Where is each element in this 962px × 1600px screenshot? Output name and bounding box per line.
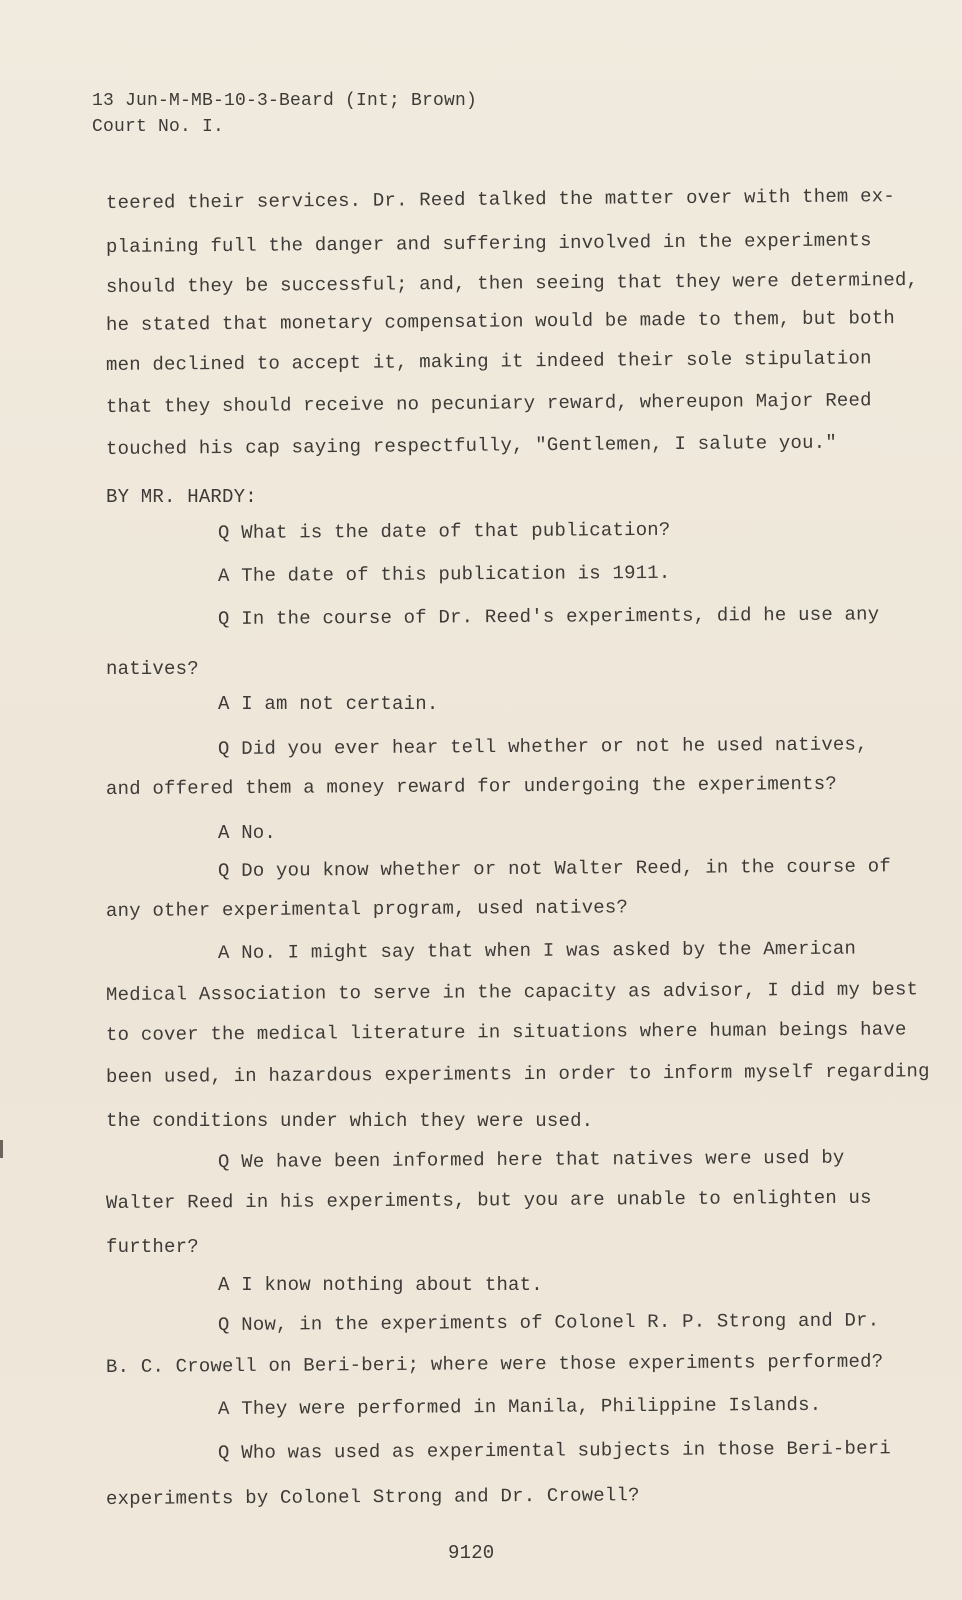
body-line-5: men declined to accept it, making it indeed their sole stipulation [105, 347, 872, 376]
question-line: Q Now, in the experiments of Colonel R. P. Strong and Dr. [217, 1309, 880, 1336]
body-line-2: plaining full the danger and suffering involved in the experiments [105, 229, 872, 258]
answer-line: A The date of this publication is 1911. [217, 561, 671, 587]
body-line: experiments by Colonel Strong and Dr. Crowell? [105, 1484, 640, 1510]
header-court-number: Court No. I. [92, 117, 225, 137]
answer-line: A I know nothing about that. [218, 1274, 543, 1296]
margin-mark [0, 1140, 3, 1158]
examiner-heading: BY MR. HARDY: [106, 486, 257, 508]
answer-line: A They were performed in Manila, Philippine Islands. [217, 1393, 822, 1420]
question-line: Q Do you know whether or not Walter Reed, in the course of [217, 855, 891, 882]
body-line-4: he stated that monetary compensation would be made to them, but both [105, 307, 896, 336]
body-line-3: should they be successful; and, then seeing that they were determined, [105, 268, 919, 298]
body-line-6: that they should receive no pecuniary reward, whereupon Major Reed [105, 389, 872, 418]
answer-line: A I am not certain. [218, 693, 439, 715]
body-line: Medical Association to serve in the capacity as advisor, I did my best [105, 978, 919, 1006]
body-line: natives? [106, 658, 199, 680]
question-line: Q We have been informed here that natives were used by [217, 1146, 845, 1173]
body-line: Walter Reed in his experiments, but you are unable to enlighten us [105, 1186, 872, 1214]
page-number: 9120 [448, 1542, 495, 1564]
body-line: and offered them a money reward for undergoing the experiments? [105, 772, 837, 800]
question-line: Q Did you ever hear tell whether or not he used natives, [217, 733, 868, 760]
header-case-reference: 13 Jun-M-MB-10-3-Beard (Int; Brown) [92, 91, 478, 111]
body-line: the conditions under which they were used. [106, 1110, 594, 1132]
body-line: further? [106, 1236, 199, 1258]
question-line: Q Who was used as experimental subjects in those Beri-beri [217, 1437, 891, 1464]
body-line: been used, in hazardous experiments in order to inform myself regarding [105, 1060, 930, 1088]
answer-line: A No. I might say that when I was asked by the American [217, 937, 857, 964]
answer-line: A No. [218, 822, 277, 844]
body-line: to cover the medical literature in situations where human beings have [105, 1018, 907, 1046]
body-line: any other experimental program, used natives? [105, 896, 629, 922]
body-line-7: touched his cap saying respectfully, "Gentlemen, I salute you." [105, 431, 837, 460]
question-line: Q What is the date of that publication? [217, 518, 671, 544]
question-line: Q In the course of Dr. Reed's experiments, did he use any [217, 603, 880, 630]
body-line-1: teered their services. Dr. Reed talked the matter over with them ex- [105, 185, 896, 214]
body-line: B. C. Crowell on Beri-beri; where were those experiments performed? [105, 1350, 884, 1378]
